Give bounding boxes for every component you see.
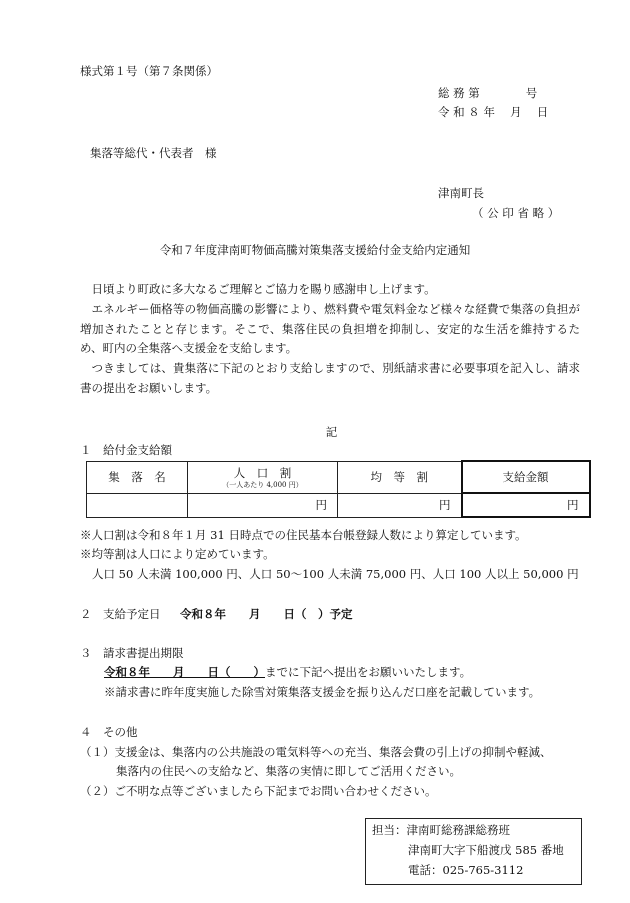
payment-table [86, 460, 591, 518]
section4-item2: （２）ご不明な点等ございましたら下記までお問い合わせください。 [80, 784, 437, 798]
cell-equal-share-amount: 円 [338, 493, 462, 517]
deadline-line [104, 664, 471, 680]
cell-per-capita-amount: 円 [188, 493, 338, 517]
section3-heading: ３ 請求書提出期限 [80, 646, 184, 660]
section1-heading: １ 給付金支給額 [80, 443, 172, 457]
per-capita-rate-note: （一人あたり 4,000 円） [222, 480, 303, 489]
per-capita-label: 人 口 割 [233, 465, 292, 480]
document-date: 令 和 ８ 年 月 日 [438, 105, 549, 119]
note-equal-share: ※均等割は人口により定めています。 [80, 547, 275, 561]
header-village-name: 集 落 名 [87, 461, 188, 493]
contact-box [365, 818, 582, 885]
cell-village-name [87, 493, 188, 517]
header-total-amount: 支給金額 [462, 461, 590, 493]
document-number: 総 務 第 号 [438, 86, 538, 100]
document-title: 令和７年度津南町物価高騰対策集落支援給付金支給内定通知 [159, 243, 471, 257]
header-equal-share: 均 等 割 [338, 461, 462, 493]
section4-heading: ４ その他 [80, 725, 138, 739]
seal-omitted-note: （ 公 印 省 略 ） [472, 206, 560, 220]
deadline-instruction: までに下記へ提出をお願いいたします。 [265, 665, 472, 679]
header-per-capita [188, 461, 338, 493]
ki-heading: 記 [325, 425, 338, 439]
note-per-capita: ※人口割は令和８年１月 31 日時点での住民基本台帳登録人数により算定しています。 [80, 528, 527, 542]
section4-item1-line1: （１）支援金は、集落内の公共施設の電気料等への充当、集落会費の引上げの抑制や軽減、 [80, 745, 552, 759]
contact-phone: 電話：025-765-3112 [408, 863, 524, 877]
deadline-date: 令和８年 月 日（ ） [104, 665, 265, 679]
note-equal-share-rates: 人口 50 人未満 100,000 円、人口 50～100 人未満 75,000 円、人口 100 人以上 50,000 円 [92, 567, 579, 581]
form-reference: 様式第１号（第７条関係） [80, 64, 218, 78]
addressee: 集落等総代・代表者 様 [90, 146, 217, 160]
section2-label: ２ 支給予定日 [80, 607, 161, 621]
paragraph-1: 日頃より町政に多大なるご理解とご協力を賜り感謝申し上げます。 [91, 282, 436, 296]
section3-note: ※請求書に昨年度実施した除雪対策集落支援金を振り込んだ口座を記載しています。 [104, 685, 541, 699]
contact-address: 津南町大字下船渡戊 585 番地 [408, 843, 564, 857]
section4-item1-line2: 集落内の住民への支給など、集落の実情に即してご活用ください。 [116, 764, 461, 778]
contact-department: 担当：津南町総務課総務班 [372, 823, 510, 837]
paragraph-2: エネルギー価格等の物価高騰の影響により、燃料費や電気料金など様々な経費で集落の負担が増加されたことと存じます。そこで、集落住民の負担増を抑制し、安定的な生活を維持するため、町内の全集落へ支援金を支給します。 [80, 302, 580, 355]
cell-total-amount: 円 [462, 493, 590, 517]
sender: 津南町長 [438, 186, 484, 200]
paragraph-3: つきましては、貴集落に下記のとおり支給しますので、別紙請求書に必要事項を記入し、請求書の提出をお願いします。 [80, 361, 580, 395]
section2-value: 令和８年 月 日（ ）予定 [180, 607, 353, 621]
